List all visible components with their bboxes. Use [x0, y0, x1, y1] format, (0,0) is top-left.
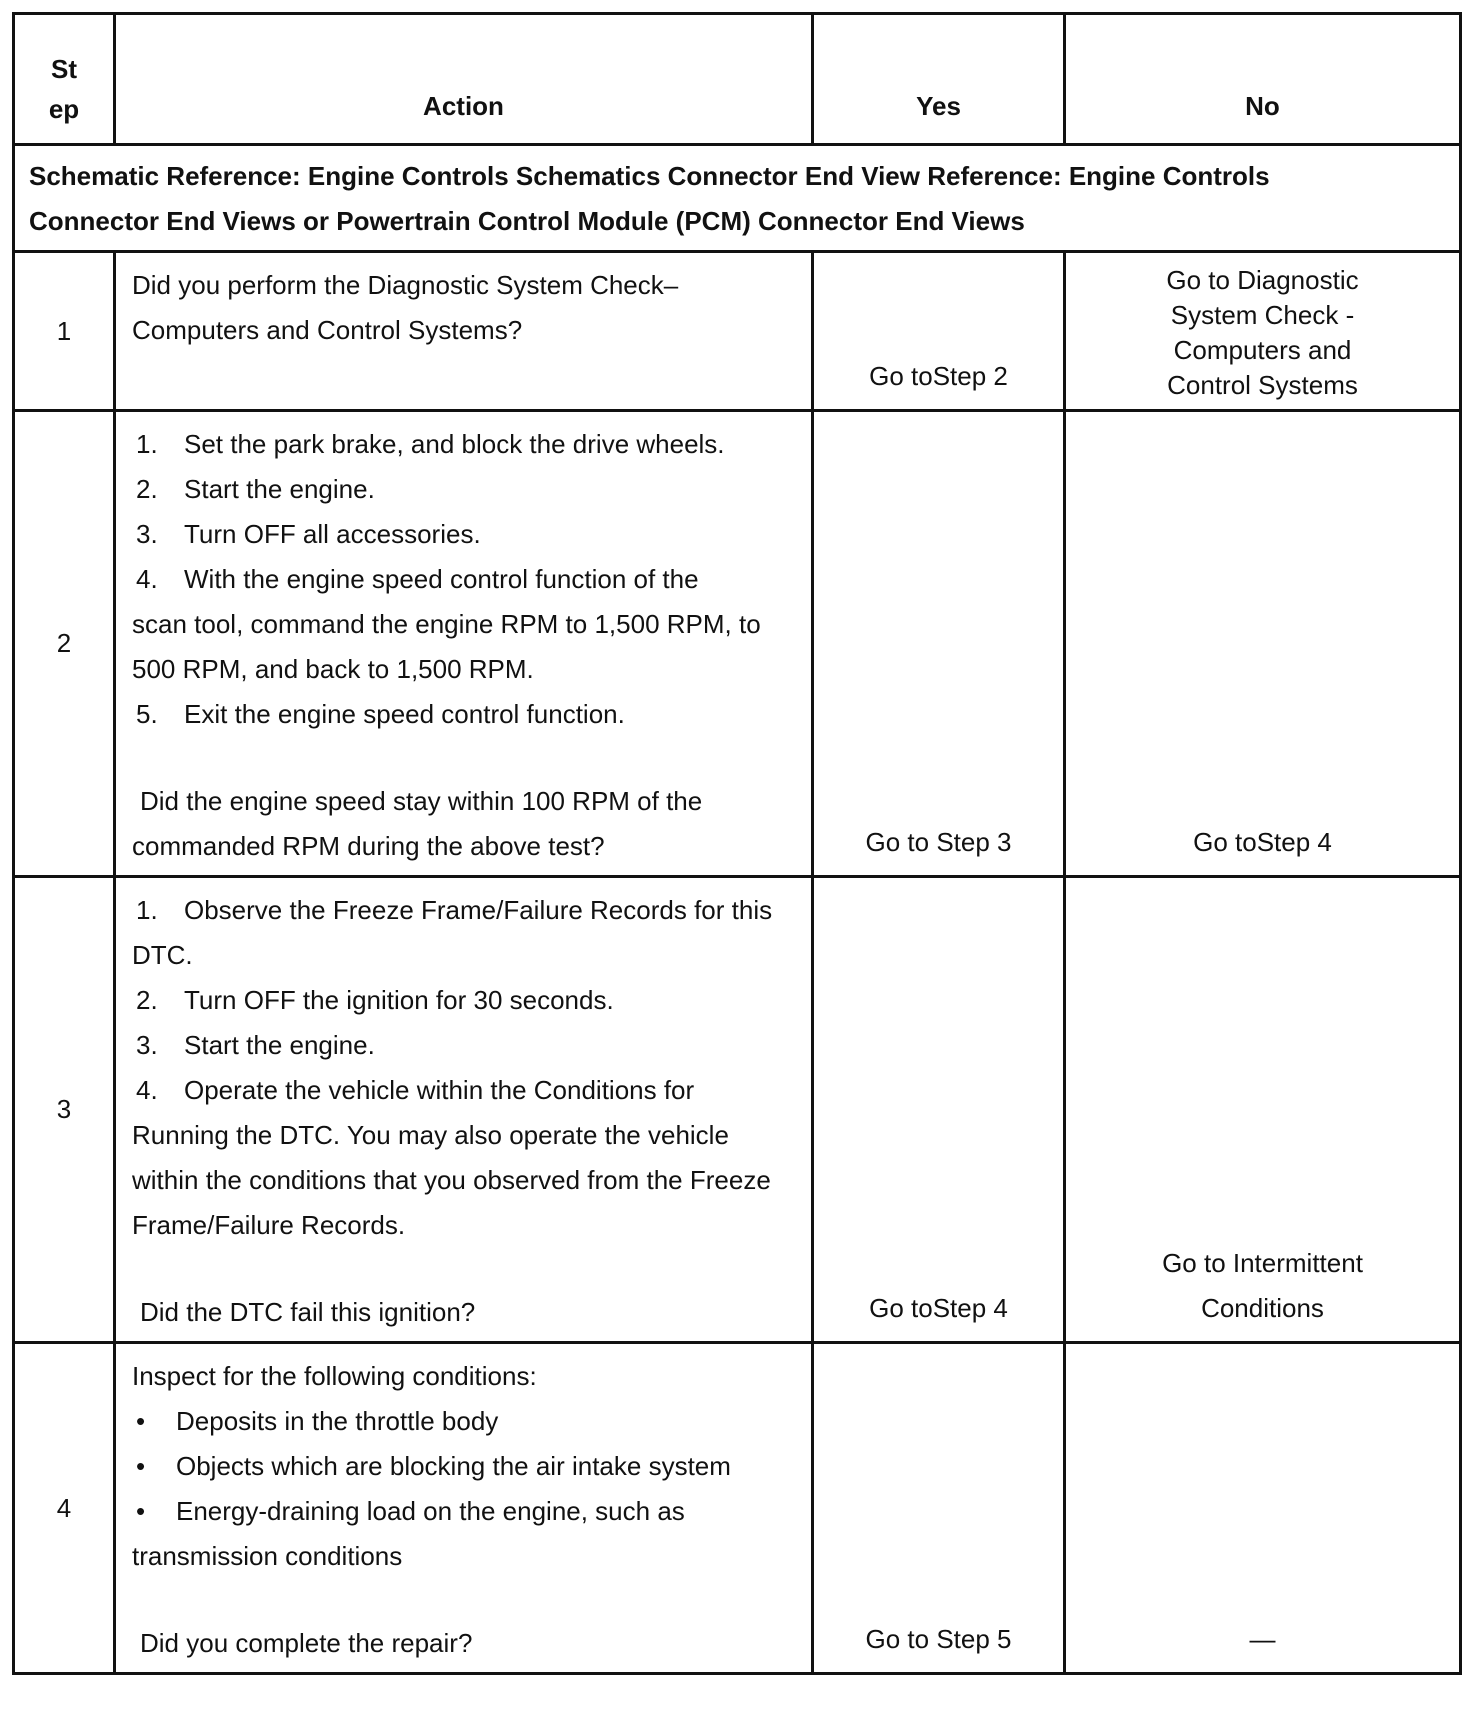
action-cell: 1. Observe the Freeze Frame/Failure Records for this DTC. 2. Turn OFF the ignition for 30 seconds. 3. Start the engine. 4. Operate the vehicle within the Conditions for Running the DTC. You may also operate the vehicle within the conditions that you observed from the Freeze Frame/Failure Records. Did the DTC fail this ignition?: [115, 877, 813, 1343]
header-row: [14, 14, 1461, 145]
header-yes: Yes: [813, 14, 1065, 145]
list-item: 3. Turn OFF all accessories.: [136, 519, 481, 549]
yes-cell: Go to Step 5: [813, 1343, 1065, 1674]
diagnostic-table: [12, 12, 1462, 1675]
step-number: 2: [14, 411, 115, 877]
question: Did the DTC fail this ignition?: [140, 1297, 476, 1327]
list-item: 4. With the engine speed control function of the: [136, 564, 699, 594]
table-row: [14, 877, 1461, 1343]
step-number: 3: [14, 877, 115, 1343]
list-item: 2. Start the engine.: [136, 474, 375, 504]
list-item: • Energy-draining load on the engine, such as: [136, 1496, 685, 1526]
list-item: 1. Observe the Freeze Frame/Failure Records for this: [136, 895, 773, 925]
list-item: 5. Exit the engine speed control function.: [136, 699, 625, 729]
step-number: 4: [14, 1343, 115, 1674]
question: Did you complete the repair?: [140, 1628, 473, 1658]
step-number: 1: [14, 252, 115, 411]
action-cell: Did you perform the Diagnostic System Check– Computers and Control Systems?: [115, 252, 813, 411]
yes-cell: Go toStep 4: [813, 877, 1065, 1343]
list-item: 2. Turn OFF the ignition for 30 seconds.: [136, 985, 614, 1015]
question: Did the engine speed stay within 100 RPM of the: [140, 786, 703, 816]
list-item: • Deposits in the throttle body: [136, 1406, 499, 1436]
no-cell: Go to Diagnostic System Check - Computers and Control Systems: [1065, 252, 1461, 411]
no-cell: Go to Intermittent Conditions: [1065, 877, 1461, 1343]
action-cell: Inspect for the following conditions: • Deposits in the throttle body • Objects which are blocking the air intake system • Energy-draining load on the engine, such as transmission conditions Did you complete the repair?: [115, 1343, 813, 1674]
reference-row: [14, 145, 1461, 252]
table-row: [14, 411, 1461, 877]
list-item: 4. Operate the vehicle within the Conditions for: [136, 1075, 695, 1105]
no-cell: —: [1065, 1343, 1461, 1674]
header-no: No: [1065, 14, 1461, 145]
schematic-reference: Schematic Reference: Engine Controls Schematics Connector End View Reference: Engine Controls Connector End Views or Powertrain Control Module (PCM) Connector End Views: [14, 145, 1461, 252]
yes-cell: Go toStep 2: [813, 252, 1065, 411]
list-item: 1. Set the park brake, and block the drive wheels.: [136, 429, 725, 459]
list-item: 3. Start the engine.: [136, 1030, 375, 1060]
header-action: Action: [115, 14, 813, 145]
table-row: [14, 252, 1461, 411]
no-cell: Go toStep 4: [1065, 411, 1461, 877]
yes-cell: Go to Step 3: [813, 411, 1065, 877]
action-cell: 1. Set the park brake, and block the drive wheels. 2. Start the engine. 3. Turn OFF all accessories. 4. With the engine speed control function of the scan tool, command the engine RPM to 1,500 RPM, to 500 RPM, and back to 1,500 RPM. 5. Exit the engine speed control function. Did the engine speed stay within 100 RPM of the commanded RPM during the above test?: [115, 411, 813, 877]
table-row: [14, 1343, 1461, 1674]
list-item: • Objects which are blocking the air intake system: [136, 1451, 731, 1481]
header-step: St ep: [14, 14, 115, 145]
